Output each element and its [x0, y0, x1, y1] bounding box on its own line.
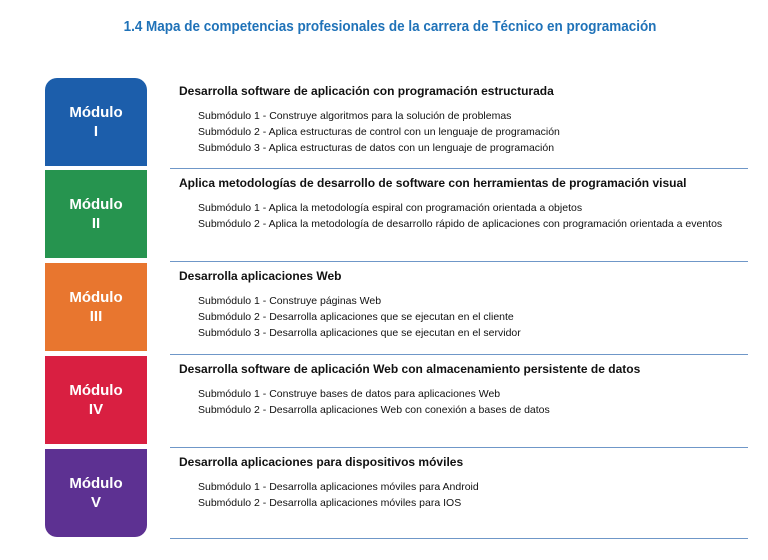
module-block-2 — [45, 170, 147, 258]
module-title: Aplica metodologías de desarrollo de software con herramientas de programación visual — [179, 176, 687, 190]
module-section-2 — [179, 174, 749, 232]
submodule-item: Submódulo 1 - Construye páginas Web — [198, 295, 382, 307]
submodule-item: Submódulo 1 - Aplica la metodología espiral con programación orientada a objetos — [198, 202, 583, 214]
page-title: 1.4 Mapa de competencias profesionales de la carrera de Técnico en programación — [123, 19, 657, 35]
module-block-1 — [45, 78, 147, 166]
module-word: Módulo — [69, 104, 123, 121]
module-numeral: IV — [88, 401, 104, 418]
submodule-item: Submódulo 2 - Aplica la metodología de desarrollo rápido de aplicaciones con programación orientada a eventos — [198, 218, 723, 230]
section-divider — [170, 354, 748, 355]
module-section-1 — [179, 82, 749, 156]
module-numeral: V — [90, 494, 101, 511]
section-divider — [170, 447, 748, 448]
submodule-item: Submódulo 3 - Aplica estructuras de datos con un lenguaje de programación — [198, 142, 555, 154]
submodule-item: Submódulo 1 - Construye algoritmos para la solución de problemas — [198, 110, 512, 122]
module-block-3 — [45, 263, 147, 351]
submodule-item: Submódulo 1 - Construye bases de datos para aplicaciones Web — [198, 388, 501, 400]
module-section-5 — [179, 453, 749, 511]
submodule-item: Submódulo 2 - Desarrolla aplicaciones que se ejecutan en el cliente — [198, 311, 514, 323]
module-word: Módulo — [69, 382, 123, 399]
section-divider — [170, 261, 748, 262]
module-title: Desarrolla aplicaciones para dispositivos móviles — [179, 455, 464, 469]
module-numeral: III — [89, 308, 103, 325]
submodule-item: Submódulo 2 - Aplica estructuras de control con un lenguaje de programación — [198, 126, 560, 138]
module-numeral: I — [93, 123, 99, 140]
module-title: Desarrolla software de aplicación Web con almacenamiento persistente de datos — [179, 362, 641, 376]
module-block-4 — [45, 356, 147, 444]
section-divider — [170, 538, 748, 539]
module-word: Módulo — [69, 196, 123, 213]
module-numeral: II — [91, 215, 101, 232]
module-block-5 — [45, 449, 147, 537]
submodule-item: Submódulo 2 - Desarrolla aplicaciones Web con conexión a bases de datos — [198, 404, 550, 416]
module-word: Módulo — [69, 475, 123, 492]
module-title: Desarrolla aplicaciones Web — [179, 269, 342, 283]
submodule-item: Submódulo 2 - Desarrolla aplicaciones móviles para IOS — [198, 497, 462, 509]
submodule-item: Submódulo 1 - Desarrolla aplicaciones móviles para Android — [198, 481, 479, 493]
module-section-3 — [179, 267, 749, 341]
module-word: Módulo — [69, 289, 123, 306]
section-divider — [170, 168, 748, 169]
submodule-item: Submódulo 3 - Desarrolla aplicaciones que se ejecutan en el servidor — [198, 327, 521, 339]
module-title: Desarrolla software de aplicación con programación estructurada — [179, 84, 554, 98]
module-section-4 — [179, 360, 749, 418]
